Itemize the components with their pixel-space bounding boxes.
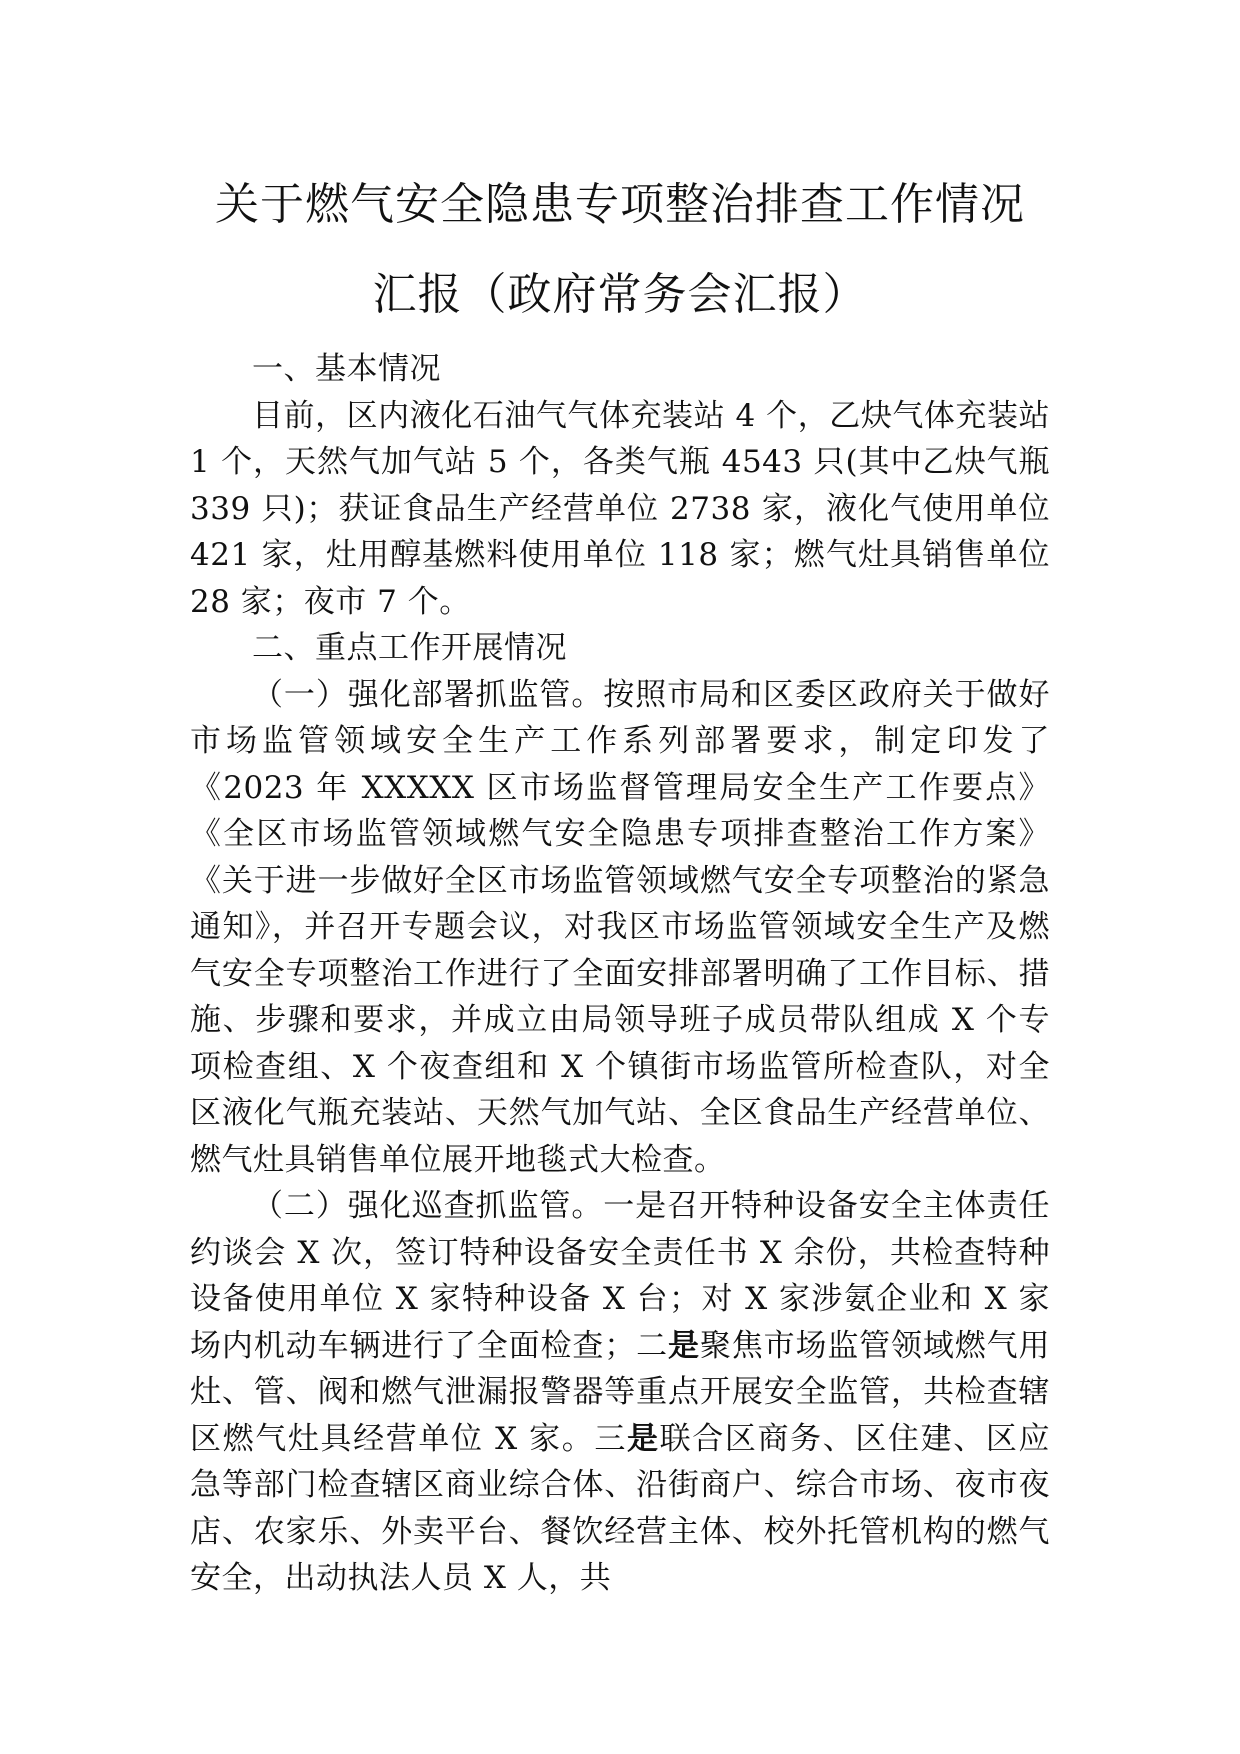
paragraph-inspection-text-2: 聚焦市场监管领域燃气用灶、管、阀和燃气泄漏报警器等重点开展安全监管，共检查辖区燃气灶具经营单位 X 家。三 [190,1327,1051,1457]
paragraph-inspection-bold-2: 是 [627,1420,660,1457]
section-heading-key-work: 二、重点工作开展情况 [252,630,567,666]
paragraph-inspection-bold-1: 是 [667,1327,700,1364]
paragraph-deployment: （一）强化部署抓监管。按照市局和区委区政府关于做好市场监管领域安全生产工作系列部署要求，制定印发了《2023 年 XXXXX 区市场监督管理局安全生产工作要点》《全区市场监管领域燃气安全隐患专项排查整治工作方案》《关于进一步做好全区市场监管领域燃气安全专项整治的紧急通知》，并召开专题会议，对我区市场监管领域安全生产及燃气安全专项整治工作进行了全面安排部署明确了工作目标、措施、步骤和要求，并成立由局领导班子成员带队组成 X 个专项检查组、X 个夜查组和 X 个镇街市场监管所检查队，对全区液化气瓶充装站、天然气加气站、全区食品生产经营单位、燃气灶具销售单位展开地毯式大检查。 [190,676,1050,1178]
paragraph-basic-situation: 目前，区内液化石油气气体充装站 4 个，乙炔气体充装站 1 个，天然气加气站 5 个，各类气瓶 4543 只(其中乙炔气瓶 339 只)；获证食品生产经营单位 2738 家，液化气使用单位 421 家，灶用醇基燃料使用单位 118 家；燃气灶具销售单位 28 家；夜市 7 个。 [190,397,1050,620]
document-body [190,346,1050,1602]
section-heading-basic: 一、基本情况 [252,351,441,387]
document-title-line-1: 关于燃气安全隐患专项整治排查工作情况 [215,179,1025,230]
document-title-line-2: 汇报（政府常务会汇报） [372,269,868,320]
paragraph-inspection [190,1183,1050,1602]
paragraph-inspection-text-1: （二）强化巡查抓监管。一是召开特种设备安全主体责任约谈会 X 次，签订特种设备安全责任书 X 余份，共检查特种设备使用单位 X 家特种设备 X 台；对 X 家涉氨企业和 X 家场内机动车辆进行了全面检查；二 [190,1188,1050,1364]
paragraph-inspection-text-3: 联合区商务、区住建、区应急等部门检查辖区商业综合体、沿街商户、综合市场、夜市夜店、农家乐、外卖平台、餐饮经营主体、校外托管机构的燃气安全，出动执法人员 X 人，共 [190,1420,1051,1596]
